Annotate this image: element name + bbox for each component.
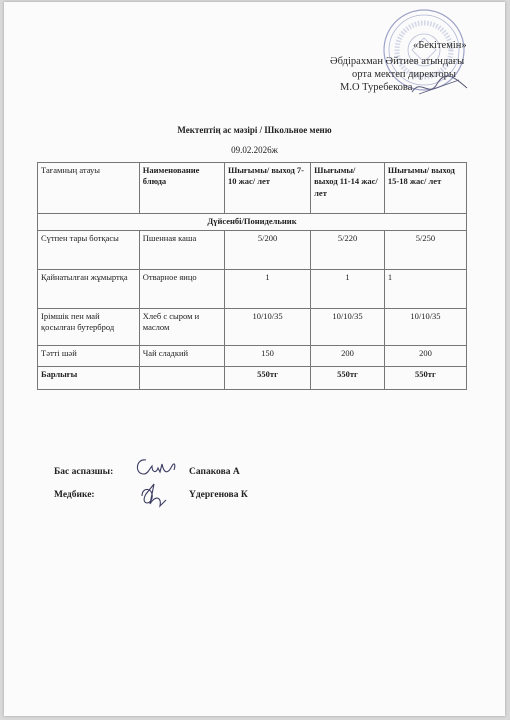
table-row xyxy=(38,231,467,270)
chef-name: Сапакова А xyxy=(189,467,240,477)
approval-line-3: М.О Туребекова xyxy=(340,82,413,93)
day-row xyxy=(38,214,467,231)
nurse-signature xyxy=(136,480,176,510)
menu-date: 09.02.2026ж xyxy=(231,145,278,155)
header-yield-15-18: Шығымы/ выход 15-18 жас/ лет xyxy=(384,163,466,214)
table-row xyxy=(38,309,467,346)
day-label: Дүйсенбі/Понидельник xyxy=(38,214,467,231)
menu-table xyxy=(37,162,467,390)
table-header-row xyxy=(38,163,467,214)
approval-block xyxy=(4,2,505,112)
page-title: Мектептің ас мәзірі / Школьное меню xyxy=(177,125,332,135)
header-yield-7-10: Шығымы/ выход 7-10 жас/ лет xyxy=(224,163,310,214)
yield-11-14: 5/220 xyxy=(311,231,385,270)
yield-7-10: 1 xyxy=(224,270,310,309)
dish-ru: Отварное яицо xyxy=(139,270,224,309)
yield-7-10: 10/10/35 xyxy=(224,309,310,346)
total-15-18: 550тг xyxy=(384,367,466,390)
chef-signature xyxy=(132,452,182,482)
header-yield-11-14: Шығымы/ выход 11-14 жас/ лет xyxy=(311,163,385,214)
total-7-10: 550тг xyxy=(224,367,310,390)
yield-15-18: 5/250 xyxy=(384,231,466,270)
dish-ru: Пшенная каша xyxy=(139,231,224,270)
director-signature xyxy=(409,72,469,100)
dish-kz: Сүтпен тары ботқасы xyxy=(38,231,140,270)
approval-line-1: Әбдірахман Әйтиев атындағы xyxy=(330,56,465,67)
yield-15-18: 1 xyxy=(384,270,466,309)
yield-7-10: 5/200 xyxy=(224,231,310,270)
nurse-label: Медбике: xyxy=(54,490,95,500)
dish-kz: Тәтті шәй xyxy=(38,346,140,367)
yield-11-14: 200 xyxy=(311,346,385,367)
chef-label: Бас аспазшы: xyxy=(54,467,114,477)
document-page xyxy=(4,2,505,716)
yield-15-18: 200 xyxy=(384,346,466,367)
dish-kz: Қайнатылған жұмыртқа xyxy=(38,270,140,309)
dish-ru: Чай сладкий xyxy=(139,346,224,367)
header-dish-kz: Тағамның атауы xyxy=(38,163,140,214)
total-row xyxy=(38,367,467,390)
total-11-14: 550тг xyxy=(311,367,385,390)
dish-ru: Хлеб с сыром и маслом xyxy=(139,309,224,346)
yield-11-14: 10/10/35 xyxy=(311,309,385,346)
header-dish-ru: Наименование блюда xyxy=(139,163,224,214)
approval-title: «Бекітемін» xyxy=(413,40,467,51)
total-empty xyxy=(139,367,224,390)
dish-kz: Ірімшік пен май қосылған бутерброд xyxy=(38,309,140,346)
nurse-name: Үдергенова К xyxy=(189,490,248,500)
yield-7-10: 150 xyxy=(224,346,310,367)
yield-15-18: 10/10/35 xyxy=(384,309,466,346)
table-row xyxy=(38,346,467,367)
total-label: Барлығы xyxy=(38,367,140,390)
yield-11-14: 1 xyxy=(311,270,385,309)
table-row xyxy=(38,270,467,309)
approval-line-2: орта мектеп директоры xyxy=(352,69,456,80)
